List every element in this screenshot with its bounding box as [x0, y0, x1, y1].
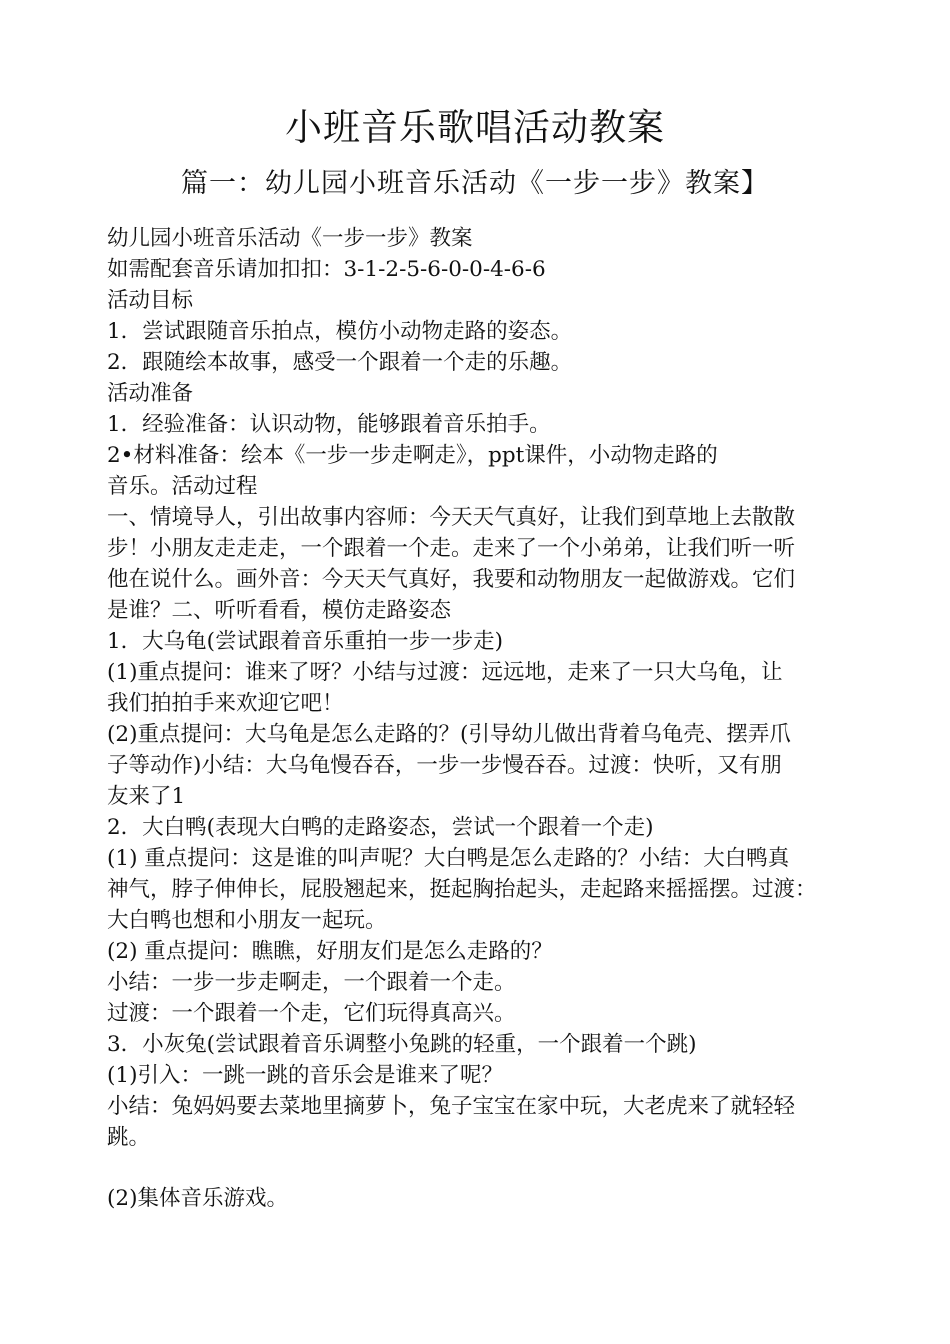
text-line: 2．跟随绘本故事，感受一个跟着一个走的乐趣。	[107, 350, 573, 375]
text-line: 大白鸭也想和小朋友一起玩。	[107, 908, 387, 933]
document-body	[107, 223, 867, 1214]
text-line: 跳。	[107, 1125, 151, 1150]
text-line: 如需配套音乐请加扣扣：3-1-2-5-6-0-0-4-6-6	[107, 257, 546, 282]
text-line: 2．大白鸭(表现大白鸭的走路姿态，尝试一个跟着一个走)	[107, 815, 654, 840]
text-line: 1．大乌龟(尝试跟着音乐重拍一步一步走)	[107, 629, 503, 654]
text-line: (1)重点提问：谁来了呀？小结与过渡：远远地，走来了一只大乌龟，让	[107, 660, 783, 685]
text-line: 他在说什么。画外音：今天天气真好，我要和动物朋友一起做游戏。它们	[107, 567, 796, 592]
text-line: 友来了1	[107, 784, 186, 809]
text-line: 子等动作)小结：大乌龟慢吞吞，一步一步慢吞吞。过渡：快听，又有朋	[107, 753, 782, 778]
text-line: 幼儿园小班音乐活动《一步一步》教案	[107, 226, 473, 251]
text-line: 活动准备	[107, 381, 194, 406]
text-line: (1) 重点提问：这是谁的叫声呢？大白鸭是怎么走路的？小结：大白鸭真	[107, 846, 790, 871]
text-line: 一、情境导人，引出故事内容师：今天天气真好，让我们到草地上去散散	[107, 505, 796, 530]
text-line: 1．经验准备：认识动物，能够跟着音乐拍手。	[107, 412, 551, 437]
text-line: 我们拍拍手来欢迎它吧！	[107, 691, 344, 716]
text-line: 小结：一步一步走啊走，一个跟着一个走。	[107, 970, 516, 995]
text-line: 2•材料准备：绘本《一步一步走啊走》，ppt课件，小动物走路的	[107, 443, 718, 468]
text-line: (1)引入：一跳一跳的音乐会是谁来了呢？	[107, 1063, 503, 1088]
text-line: 音乐。活动过程	[107, 474, 258, 499]
text-line: 步！小朋友走走走，一个跟着一个走。走来了一个小弟弟，让我们听一听	[107, 536, 796, 561]
text-line: (2) 重点提问：瞧瞧，好朋友们是怎么走路的？	[107, 939, 553, 964]
text-line: 1．尝试跟随音乐拍点，模仿小动物走路的姿态。	[107, 319, 573, 344]
text-line: 神气，脖子伸伸长，屁股翘起来，挺起胸抬起头，走起路来摇摇摆。过渡：	[107, 877, 817, 902]
text-line: 活动目标	[107, 288, 194, 313]
text-line: 是谁？二、听听看看，模仿走路姿态	[107, 598, 452, 623]
text-line: (2)集体音乐游戏。	[107, 1186, 288, 1211]
body-lines-end	[107, 1183, 867, 1214]
text-line: (2)重点提问：大乌龟是怎么走路的？(引导幼儿做出背着乌龟壳、摆弄爪	[107, 722, 791, 747]
body-lines-main	[107, 223, 867, 1153]
document-subtitle: 篇一：幼儿园小班音乐活动《一步一步》教案】	[181, 168, 769, 199]
text-line: 3．小灰兔(尝试跟着音乐调整小兔跳的轻重，一个跟着一个跳)	[107, 1032, 697, 1057]
paragraph-gap	[107, 1153, 867, 1183]
text-line: 小结：兔妈妈要去菜地里摘萝卜，兔子宝宝在家中玩，大老虎来了就轻轻	[107, 1094, 796, 1119]
document-title: 小班音乐歌唱活动教案	[285, 106, 665, 149]
text-line: 过渡：一个跟着一个走，它们玩得真高兴。	[107, 1001, 516, 1026]
